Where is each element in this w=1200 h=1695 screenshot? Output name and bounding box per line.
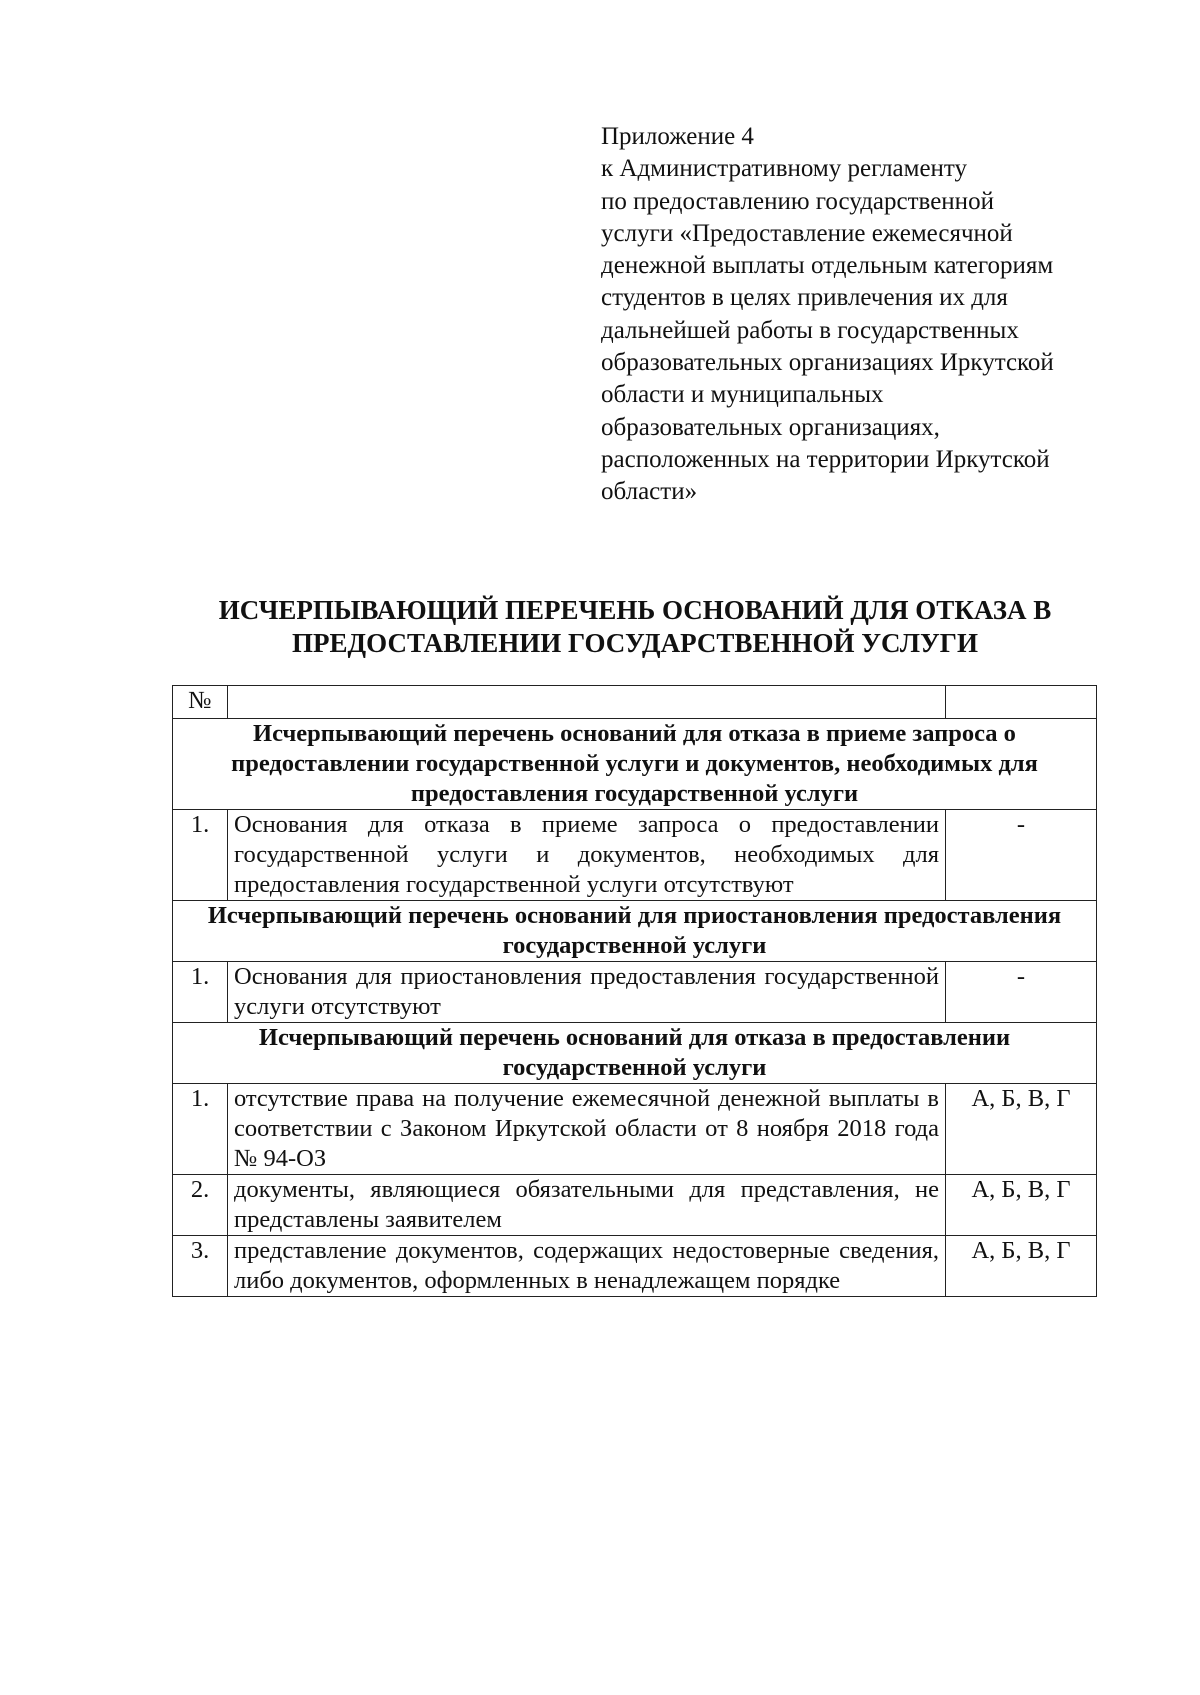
appendix-line: образовательных организациях Иркутской (601, 349, 1054, 377)
appendix-line: дальнейшей работы в государственных (601, 316, 1019, 344)
appendix-line: по предоставлению государственной (601, 187, 994, 215)
row-note: А, Б, В, Г (946, 1236, 1097, 1297)
appendix-line: области и муниципальных (601, 381, 884, 409)
row-note: - (946, 810, 1097, 901)
row-number: 3. (173, 1236, 228, 1297)
section-heading-row (173, 1023, 1097, 1084)
section-heading: Исчерпывающий перечень оснований для отказа в предоставлении государственной услуги (173, 1023, 1097, 1084)
appendix-reference (601, 121, 1121, 509)
document-title-line: ИСЧЕРПЫВАЮЩИЙ ПЕРЕЧЕНЬ ОСНОВАНИЙ ДЛЯ ОТКАЗА В (218, 595, 1052, 625)
document-title-line: ПРЕДОСТАВЛЕНИИ ГОСУДАРСТВЕННОЙ УСЛУГИ (292, 628, 978, 658)
appendix-line: услуги «Предоставление ежемесячной (601, 219, 1013, 247)
row-number: 1. (173, 962, 228, 1023)
grounds-table (172, 685, 1097, 1297)
table-row (173, 810, 1097, 901)
table-header-row (173, 686, 1097, 719)
table-row (173, 1175, 1097, 1236)
appendix-line: области» (601, 478, 698, 506)
section-heading-row (173, 719, 1097, 810)
row-text: отсутствие права на получение ежемесячной денежной выплаты в соответствии с Законом Иркутской области от 8 ноября 2018 года № 94-ОЗ (228, 1084, 946, 1175)
table-row (173, 1084, 1097, 1175)
appendix-line: Приложение 4 (601, 123, 754, 150)
row-text: Основания для отказа в приеме запроса о предоставлении государственной услуги и документов, необходимых для предоставления государственной услуги отсутствуют (228, 810, 946, 901)
row-number: 2. (173, 1175, 228, 1236)
row-number: 1. (173, 810, 228, 901)
table-row (173, 1236, 1097, 1297)
header-cell-number: № (173, 686, 228, 719)
section-heading-row (173, 901, 1097, 962)
header-cell-text (228, 686, 946, 719)
appendix-line: расположенных на территории Иркутской (601, 445, 1050, 473)
document-title (170, 594, 1100, 660)
appendix-line: образовательных организациях, (601, 413, 940, 441)
row-note: А, Б, В, Г (946, 1084, 1097, 1175)
row-note: А, Б, В, Г (946, 1175, 1097, 1236)
row-text: документы, являющиеся обязательными для представления, не представлены заявителем (228, 1175, 946, 1236)
appendix-line: к Административному регламенту (601, 155, 968, 183)
row-number: 1. (173, 1084, 228, 1175)
table-row (173, 962, 1097, 1023)
appendix-line: денежной выплаты отдельным категориям (601, 252, 1054, 280)
row-text: представление документов, содержащих недостоверные сведения, либо документов, оформленных в ненадлежащем порядке (228, 1236, 946, 1297)
row-text: Основания для приостановления предоставления государственной услуги отсутствуют (228, 962, 946, 1023)
header-cell-note (946, 686, 1097, 719)
appendix-line: студентов в целях привлечения их для (601, 284, 1008, 312)
section-heading: Исчерпывающий перечень оснований для приостановления предоставления государственной услуги (173, 901, 1097, 962)
row-note: - (946, 962, 1097, 1023)
section-heading: Исчерпывающий перечень оснований для отказа в приеме запроса о предоставлении государственной услуги и документов, необходимых для предоставления государственной услуги (173, 719, 1097, 810)
